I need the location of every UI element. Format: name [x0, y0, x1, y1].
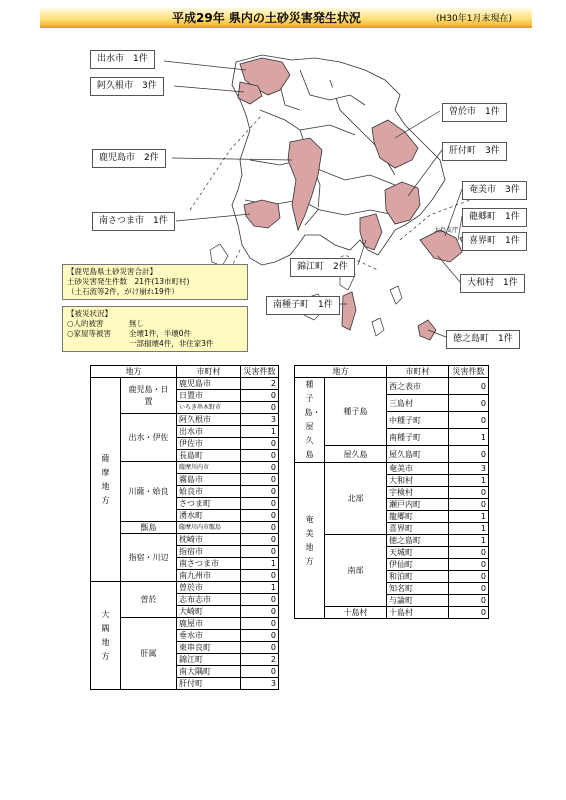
summary-heading: 【鹿児島県土砂災害合計】: [67, 267, 157, 276]
oshima-label: 大島支庁: [434, 227, 459, 234]
damage-box: [62, 306, 248, 352]
summary-box: [62, 264, 248, 300]
callout-kikai: 喜界町 1件: [462, 232, 527, 251]
page-title: 平成29年 県内の土砂災害発生状況: [172, 11, 361, 25]
table-row-count: 0: [241, 642, 279, 654]
table-row-name: 南大隅町: [177, 666, 241, 678]
table-row-name: いちき串木野市: [177, 402, 241, 414]
table-row-name: 肝付町: [177, 678, 241, 690]
table-row-count: 0: [449, 607, 489, 619]
callout-kimotsuki: 肝付町 3件: [442, 142, 507, 161]
table-row-name: 屋久島町: [387, 446, 449, 463]
callout-soo: 曽於市 1件: [442, 103, 507, 122]
table-row-count: 0: [449, 446, 489, 463]
house-damage-label: ○家屋等被害: [67, 329, 112, 338]
table-row-name: 龍郷町: [387, 511, 449, 523]
table-row-count: 0: [241, 534, 279, 546]
house-damage-value2: 一部損壊4件，非住家3件: [129, 339, 214, 348]
table-row-count: 1: [449, 475, 489, 487]
header-count: 災害件数: [241, 366, 279, 378]
table-row-name: 鹿屋市: [177, 618, 241, 630]
table-row-name: 薩摩川内市甑島: [177, 522, 241, 534]
table-row-count: 0: [241, 606, 279, 618]
table-row-count: 2: [241, 378, 279, 390]
table-row-count: 3: [241, 414, 279, 426]
group-ibusuki-kawanabe: 指宿・川辺: [121, 534, 177, 582]
table-row-count: 1: [449, 535, 489, 547]
table-row-count: 0: [449, 487, 489, 499]
table-row-name: 長島町: [177, 450, 241, 462]
table-row-name: 垂水市: [177, 630, 241, 642]
table-row-name: 枕崎市: [177, 534, 241, 546]
table-row-count: 0: [449, 395, 489, 412]
table-row-name: 与論町: [387, 595, 449, 607]
table-row-count: 0: [241, 486, 279, 498]
table-row-count: 0: [241, 570, 279, 582]
region-amami: 奄美地方: [295, 463, 325, 619]
callout-yamato: 大和村 1件: [460, 274, 525, 293]
header-region: 地方: [91, 366, 177, 378]
table-row-name: 鹿児島市: [177, 378, 241, 390]
table-row-name: 天城町: [387, 547, 449, 559]
callout-akune: 阿久根市 3件: [90, 77, 164, 96]
summary-line1: 土砂災害発生件数 21件(13市町村): [67, 277, 190, 286]
table-row-count: 0: [449, 547, 489, 559]
region-satsuma: 薩摩地方: [91, 378, 121, 582]
human-damage-value: 無し: [129, 319, 144, 328]
table-row-count: 1: [449, 511, 489, 523]
table-row-name: 瀬戸内町: [387, 499, 449, 511]
table-row-count: 0: [241, 402, 279, 414]
table-row-name: 十島村: [387, 607, 449, 619]
table-row-count: 0: [241, 594, 279, 606]
group-kagoshima-hioki: 鹿児島・日置: [121, 378, 177, 414]
table-row-count: 1: [241, 426, 279, 438]
table-row-name: 湧水町: [177, 510, 241, 522]
table-row-name: 南さつま市: [177, 558, 241, 570]
table-row-name: 知名町: [387, 583, 449, 595]
table-row-name: 南九州市: [177, 570, 241, 582]
human-damage-label: ○人的被害: [67, 319, 104, 328]
group-izumi-isa: 出水・伊佐: [121, 414, 177, 462]
table-row-count: 0: [241, 630, 279, 642]
damage-heading: 【被災状況】: [67, 309, 112, 318]
region-osumi: 大隅地方: [91, 582, 121, 690]
table-row-name: 日置市: [177, 390, 241, 402]
as-of-date: (H30年1月末現在): [436, 14, 512, 24]
table-row-name: 出水市: [177, 426, 241, 438]
callout-kinko: 錦江町 2件: [290, 258, 355, 277]
callout-minamisatsuma: 南さつま市 1件: [92, 212, 175, 231]
callout-tatsugo: 龍郷町 1件: [462, 208, 527, 227]
table-row-name: 三島村: [387, 395, 449, 412]
group-yakushima: 屋久島: [325, 446, 387, 463]
table-row-name: 大和村: [387, 475, 449, 487]
table-row-name: 大崎町: [177, 606, 241, 618]
table-row-name: 薩摩川内市: [177, 462, 241, 474]
group-koshiki: 甑島: [121, 522, 177, 534]
table-row-count: 0: [241, 522, 279, 534]
table-row-name: 徳之島町: [387, 535, 449, 547]
group-kimotsuki: 肝属: [121, 618, 177, 690]
table-row-count: 1: [449, 523, 489, 535]
callout-tokunoshima: 徳之島町 1件: [446, 330, 520, 349]
table-row-count: 0: [241, 546, 279, 558]
table-row-count: 3: [449, 463, 489, 475]
table-row-count: 0: [449, 595, 489, 607]
table-row-name: 宇検村: [387, 487, 449, 499]
table-row-name: 伊仙町: [387, 559, 449, 571]
table-row-name: 霧島市: [177, 474, 241, 486]
table-row-name: 西之表市: [387, 378, 449, 395]
table-row-count: 0: [241, 666, 279, 678]
table-row-name: 錦江町: [177, 654, 241, 666]
callout-izumi: 出水市 1件: [90, 50, 155, 69]
header-municipality: 市町村: [177, 366, 241, 378]
house-damage-value1: 全壊1件，半壊0件: [129, 329, 192, 338]
region-tane-yaku: 種子島・屋久島: [295, 378, 325, 463]
table-row-count: 0: [241, 510, 279, 522]
table-row-count: 0: [449, 412, 489, 429]
left-stat-table: [90, 365, 279, 690]
table-row-name: 伊佐市: [177, 438, 241, 450]
group-north: 北部: [325, 463, 387, 535]
summary-line2: （土石流等2件，がけ崩れ19件）: [67, 287, 179, 296]
table-row-count: 0: [449, 583, 489, 595]
header-region: 地方: [295, 366, 387, 378]
table-row-count: 2: [241, 654, 279, 666]
table-row-name: 喜界町: [387, 523, 449, 535]
callout-minamitane: 南種子町 1件: [266, 296, 340, 315]
table-row-count: 3: [241, 678, 279, 690]
table-row-name: 姶良市: [177, 486, 241, 498]
table-row-name: 指宿市: [177, 546, 241, 558]
table-row-count: 1: [449, 429, 489, 446]
table-row-count: 0: [241, 462, 279, 474]
table-row-count: 0: [241, 390, 279, 402]
group-south: 南部: [325, 535, 387, 607]
table-row-name: さつま町: [177, 498, 241, 510]
table-row-name: 東串良町: [177, 642, 241, 654]
table-row-name: 中種子町: [387, 412, 449, 429]
table-row-count: 0: [241, 618, 279, 630]
table-row-count: 0: [449, 571, 489, 583]
group-sensatsu-aira: 川薩・姶良: [121, 462, 177, 522]
table-row-count: 0: [241, 450, 279, 462]
table-row-count: 0: [449, 559, 489, 571]
group-soo: 曽於: [121, 582, 177, 618]
callout-amami: 奄美市 3件: [462, 181, 527, 200]
table-row-name: 和泊町: [387, 571, 449, 583]
header-municipality: 市町村: [387, 366, 449, 378]
table-row-count: 1: [241, 558, 279, 570]
table-row-count: 0: [241, 438, 279, 450]
table-row-name: 曽於市: [177, 582, 241, 594]
header-count: 災害件数: [449, 366, 489, 378]
table-row-count: 0: [241, 474, 279, 486]
table-row-name: 奄美市: [387, 463, 449, 475]
group-toshima: 十島村: [325, 607, 387, 619]
table-row-name: 志布志市: [177, 594, 241, 606]
callout-kagoshima: 鹿児島市 2件: [92, 149, 166, 168]
table-row-name: 南種子町: [387, 429, 449, 446]
group-tanegashima: 種子島: [325, 378, 387, 446]
table-row-count: 0: [241, 498, 279, 510]
table-row-count: 1: [241, 582, 279, 594]
table-row-count: 0: [449, 499, 489, 511]
table-row-count: 0: [449, 378, 489, 395]
table-row-name: 阿久根市: [177, 414, 241, 426]
right-stat-table: [294, 365, 489, 619]
